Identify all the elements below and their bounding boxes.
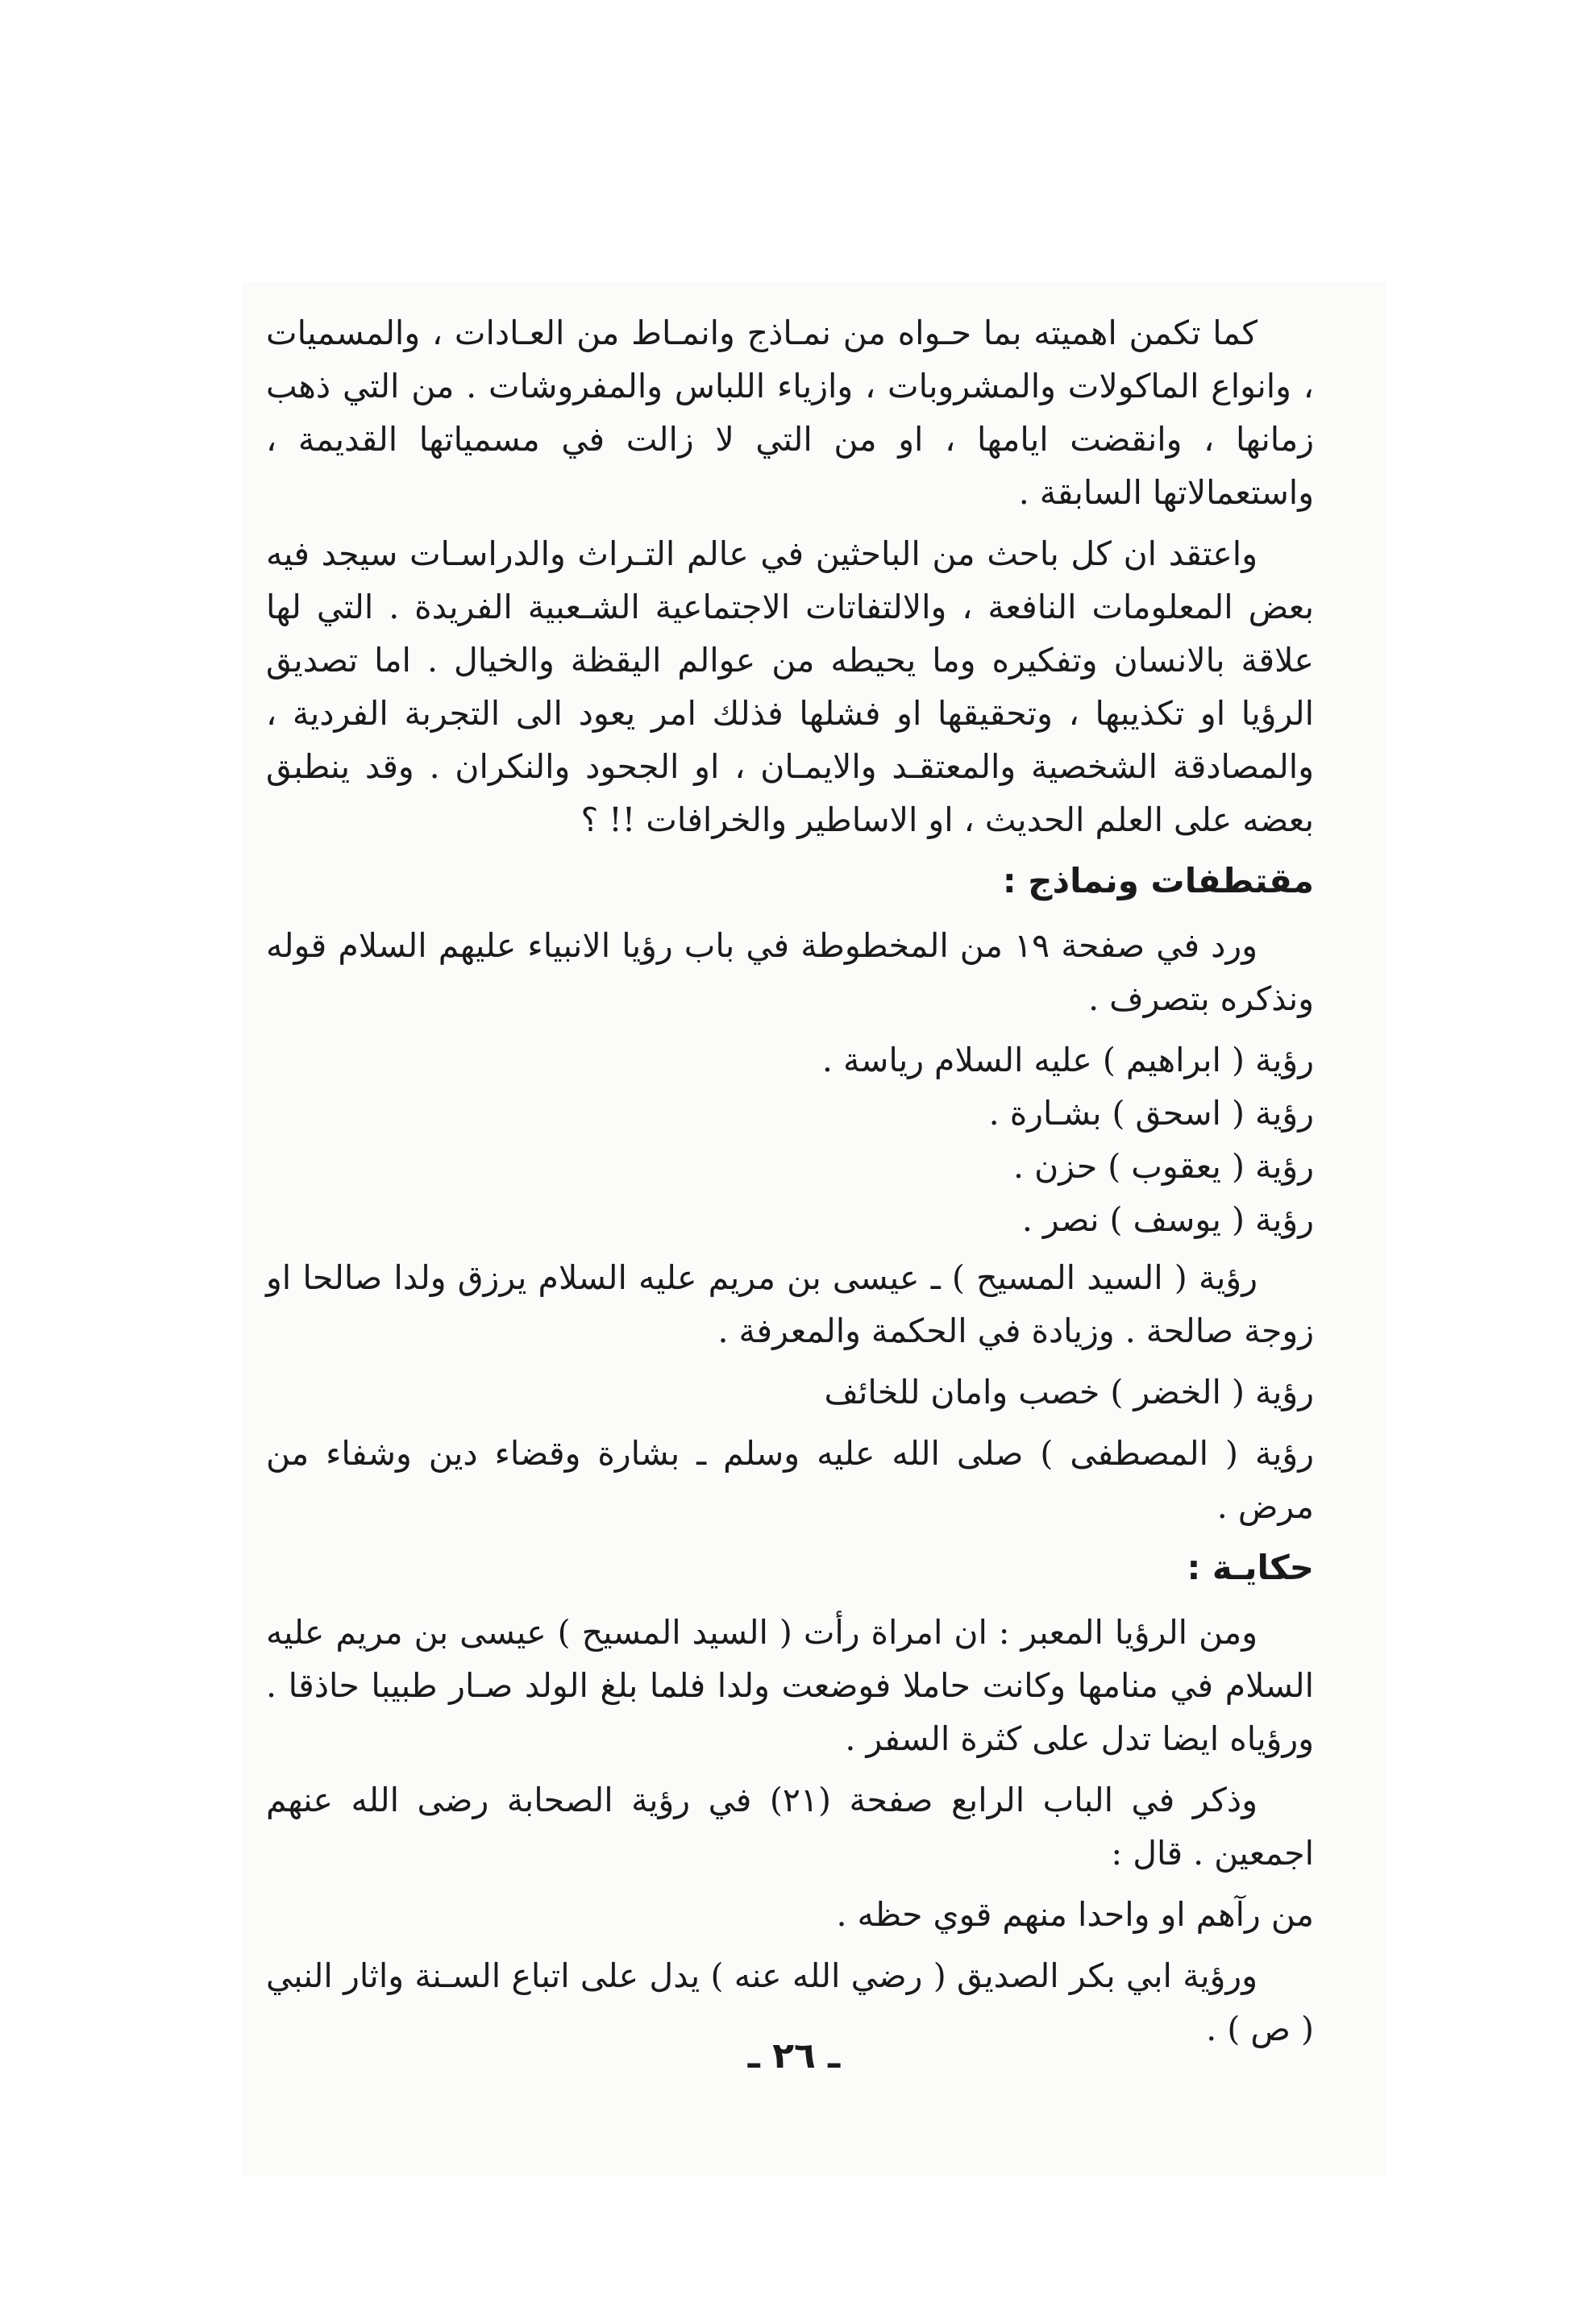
excerpt-intro-paragraph: ورد في صفحة ١٩ من المخطوطة في باب رؤيا الانبياء عليهم السلام قوله ونذكره بتصرف . <box>266 926 1314 1018</box>
prophets-visions-list <box>266 1033 1314 1246</box>
vision-item-ishaq: رؤية ( اسحق ) بشـارة . <box>988 1094 1314 1133</box>
vision-item-mustafa: رؤية ( المصطفى ) صلى الله عليه وسلم ـ بشارة وقضاء دين وشفاء من مرض . <box>266 1434 1314 1526</box>
story-paragraph-3: من رآهم او واحدا منهم قوي حظه . <box>836 1895 1314 1934</box>
page-number: ـ ٢٦ ـ <box>747 2035 841 2077</box>
vision-item-yaqub: رؤية ( يعقوب ) حزن . <box>1013 1147 1314 1186</box>
story-paragraph-4: ورؤية ابي بكر الصديق ( رضي الله عنه ) يدل على اتباع السـنة واثار النبي ( ص ) . <box>266 1956 1314 2048</box>
vision-item-yusuf: رؤية ( يوسف ) نصر . <box>1021 1200 1314 1239</box>
intro-paragraph-1: كما تكمن اهميته بما حـواه من نمـاذج وانمـاط من العـادات ، والمسميات ، وانواع الماكولات والمشروبات ، وازياء اللباس والمفروشات . من التي ذهب زمانها ، وانقضت ايامها ، او من التي لا زالت في مسمياتها القديمة ، واستعمالاتها السابقة . <box>266 314 1314 512</box>
vision-item-masih: رؤية ( السيد المسيح ) ـ عيسى بن مريم عليه السلام يرزق ولدا صالحا او زوجة صالحة . وزيادة في الحكمة والمعرفة . <box>266 1258 1314 1350</box>
intro-paragraph-2: واعتقد ان كل باحث من الباحثين في عالم التـراث والدراسـات سيجد فيه بعض المعلومات النافعة ، والالتفاتات الاجتماعية الشـعبية الفريدة . التي لها علاقة بالانسان وتفكيره وما يحيطه من عوالم اليقظة والخيال . اما تصديق الرؤيا او تكذيبها ، وتحقيقها او فشلها فذلك امر يعود الى التجربة الفردية ، والمصادقة الشخصية والمعتقـد والايمـان ، او الجحود والنكران . وقد ينطبق بعضه على العلم الحديث ، او الاساطير والخرافات !! ؟ <box>266 534 1314 839</box>
story-paragraph-1: ومن الرؤيا المعبر : ان امراة رأت ( السيد المسيح ) عيسى بن مريم عليه السلام في منامها وكانت حاملا فوضعت ولدا فلما بلغ الولد صـار طبيبا حاذقا . ورؤياه ايضا تدل على كثرة السفر . <box>266 1613 1314 1758</box>
story-paragraph-2: وذكر في الباب الرابع صفحة (٢١) في رؤية الصحابة رضى الله عنهم اجمعين . قال : <box>266 1781 1314 1873</box>
section-heading-story: حكايـة : <box>1187 1548 1314 1587</box>
section-heading-excerpts: مقتطفات ونماذج : <box>1002 861 1314 900</box>
vision-item-khidr: رؤية ( الخضر ) خصب وامان للخائف <box>824 1373 1314 1411</box>
vision-item-ibrahim: رؤية ( ابراهيم ) عليه السلام رياسة . <box>821 1041 1314 1079</box>
page-body <box>266 306 1314 2064</box>
